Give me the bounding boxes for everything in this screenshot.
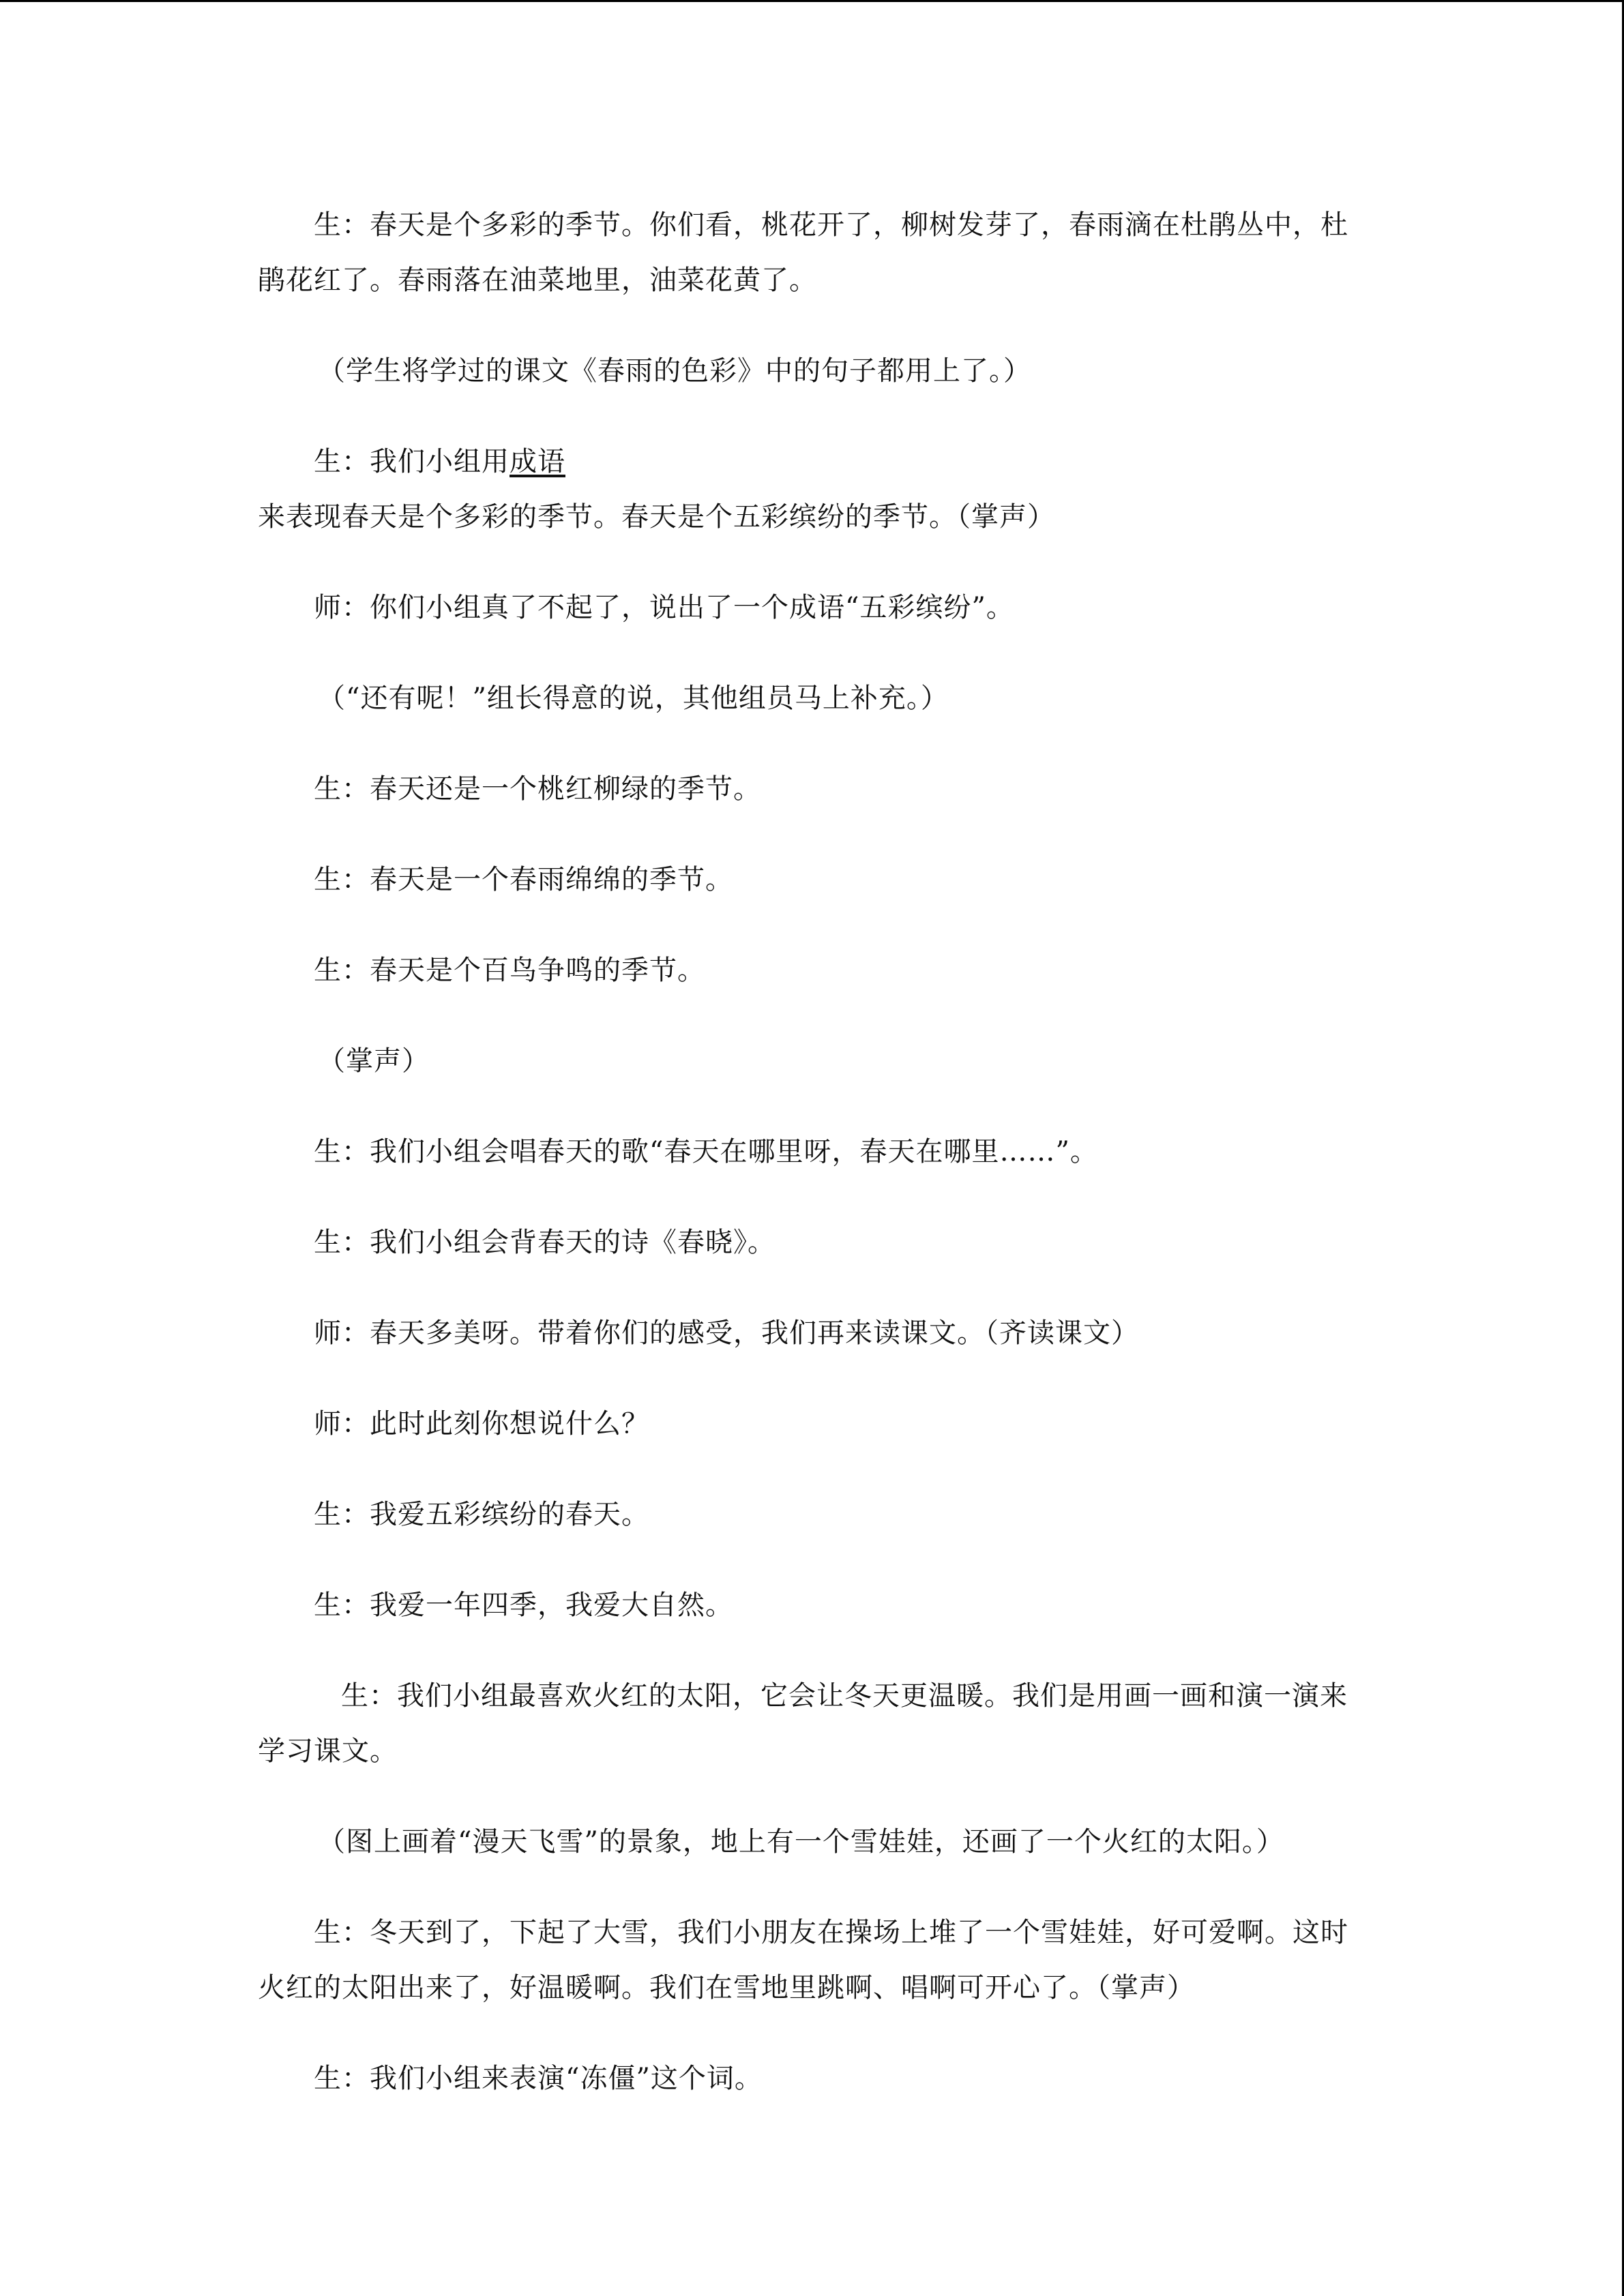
paragraph-15: 生：我爱一年四季，我爱大自然。 [314, 1590, 733, 1621]
underlined-word: 成语 [510, 446, 565, 477]
page-top-border [0, 0, 1624, 2]
paragraph-14: 生：我爱五彩缤纷的春天。 [314, 1499, 649, 1530]
paragraph-13: 师：此时此刻你想说什么？ [314, 1408, 649, 1440]
paragraph-11: 生：我们小组会背春天的诗《春晓》。 [314, 1227, 776, 1258]
paragraph-3-end: 来表现春天是个多彩的季节。春天是个五彩缤纷的季节。（掌声） [258, 501, 1055, 533]
paragraph-6: 生：春天还是一个桃红柳绿的季节。 [314, 773, 761, 805]
paragraph-1: 生：春天是个多彩的季节。你们看，桃花开了，柳树发芽了，春雨滴在杜鹃丛中，杜鹃花红了。春雨落在油菜地里，油菜花黄了。 [258, 209, 1348, 296]
paragraph-7: 生：春天是一个春雨绵绵的季节。 [314, 864, 733, 895]
paragraph-12: 师：春天多美呀。带着你们的感受，我们再来读课文。（齐读课文） [314, 1317, 1139, 1349]
paragraph-16: 生：我们小组最喜欢火红的太阳，它会让冬天更温暖。我们是用画一画和演一演来学习课文。 [258, 1680, 1348, 1767]
paragraph-3 [258, 434, 1349, 545]
paragraph-10: 生：我们小组会唱春天的歌“春天在哪里呀，春天在哪里……”。 [314, 1136, 1098, 1167]
paragraph-19: 生：我们小组来表演“冻僵”这个词。 [314, 2063, 763, 2094]
paragraph-17: （图上画着“漫天飞雪”的景象，地上有一个雪娃娃，还画了一个火红的太阳。） [318, 1826, 1284, 1858]
paragraph-2: （学生将学过的课文《春雨的色彩》中的句子都用上了。） [318, 355, 1031, 387]
paragraph-4: 师：你们小组真了不起了，说出了一个成语“五彩缤纷”。 [314, 592, 1014, 623]
document-body [258, 198, 1349, 2142]
paragraph-3-start: 生：我们小组用 [314, 446, 510, 477]
paragraph-18: 生：冬天到了，下起了大雪，我们小朋友在操场上堆了一个雪娃娃，好可爱啊。这时火红的太阳出来了，好温暖啊。我们在雪地里跳啊、唱啊可开心了。（掌声） [258, 1917, 1348, 2003]
paragraph-9: （掌声） [318, 1045, 430, 1077]
paragraph-8: 生：春天是个百鸟争鸣的季节。 [314, 955, 705, 986]
paragraph-5: （“还有呢！”组长得意的说，其他组员马上补充。） [318, 683, 949, 714]
